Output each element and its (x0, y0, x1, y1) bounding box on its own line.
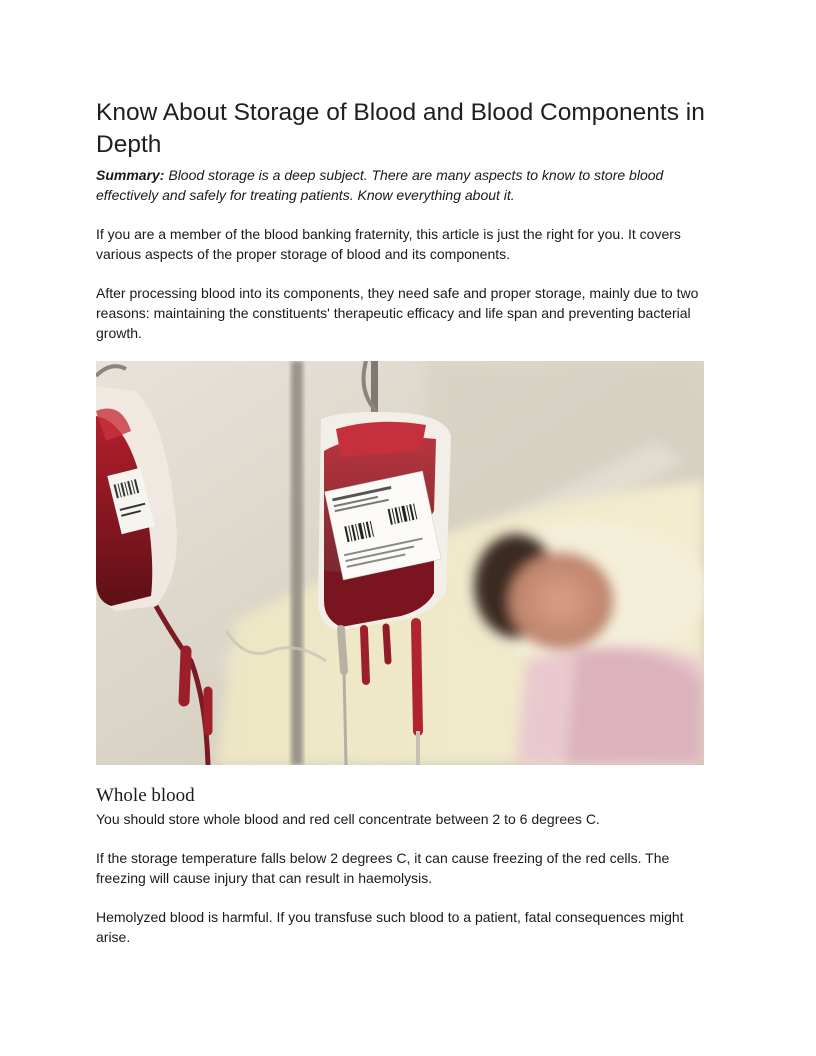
freezing-paragraph: If the storage temperature falls below 2 degrees C, it can cause freezing of the red cells. The freezing will cause injury that can result in haemolysis. (96, 850, 670, 886)
storage-temperature-paragraph: You should store whole blood and red cell concentrate between 2 to 6 degrees C. (96, 811, 600, 827)
intro-paragraph: If you are a member of the blood banking fraternity, this article is just the right for you. It covers various aspects of the proper storage of blood and its components. (96, 226, 681, 262)
article-summary (96, 165, 720, 205)
summary-text: Blood storage is a deep subject. There are many aspects to know to store blood effectively and safely for treating patients. Know everything about it. (96, 167, 664, 203)
summary-label: Summary: (96, 167, 165, 183)
processing-paragraph: After processing blood into its components, they need safe and proper storage, mainly due to two reasons: maintaining the constituents' therapeutic efficacy and life span and preventing bacterial growth. (96, 285, 699, 341)
section-heading-whole-blood: Whole blood (96, 785, 195, 806)
document-page (96, 96, 720, 947)
article-title: Know About Storage of Blood and Blood Components in Depth (96, 99, 705, 158)
hemolyzed-paragraph: Hemolyzed blood is harmful. If you transfuse such blood to a patient, fatal consequences might arise. (96, 909, 684, 945)
blood-transfusion-photo (96, 361, 704, 765)
